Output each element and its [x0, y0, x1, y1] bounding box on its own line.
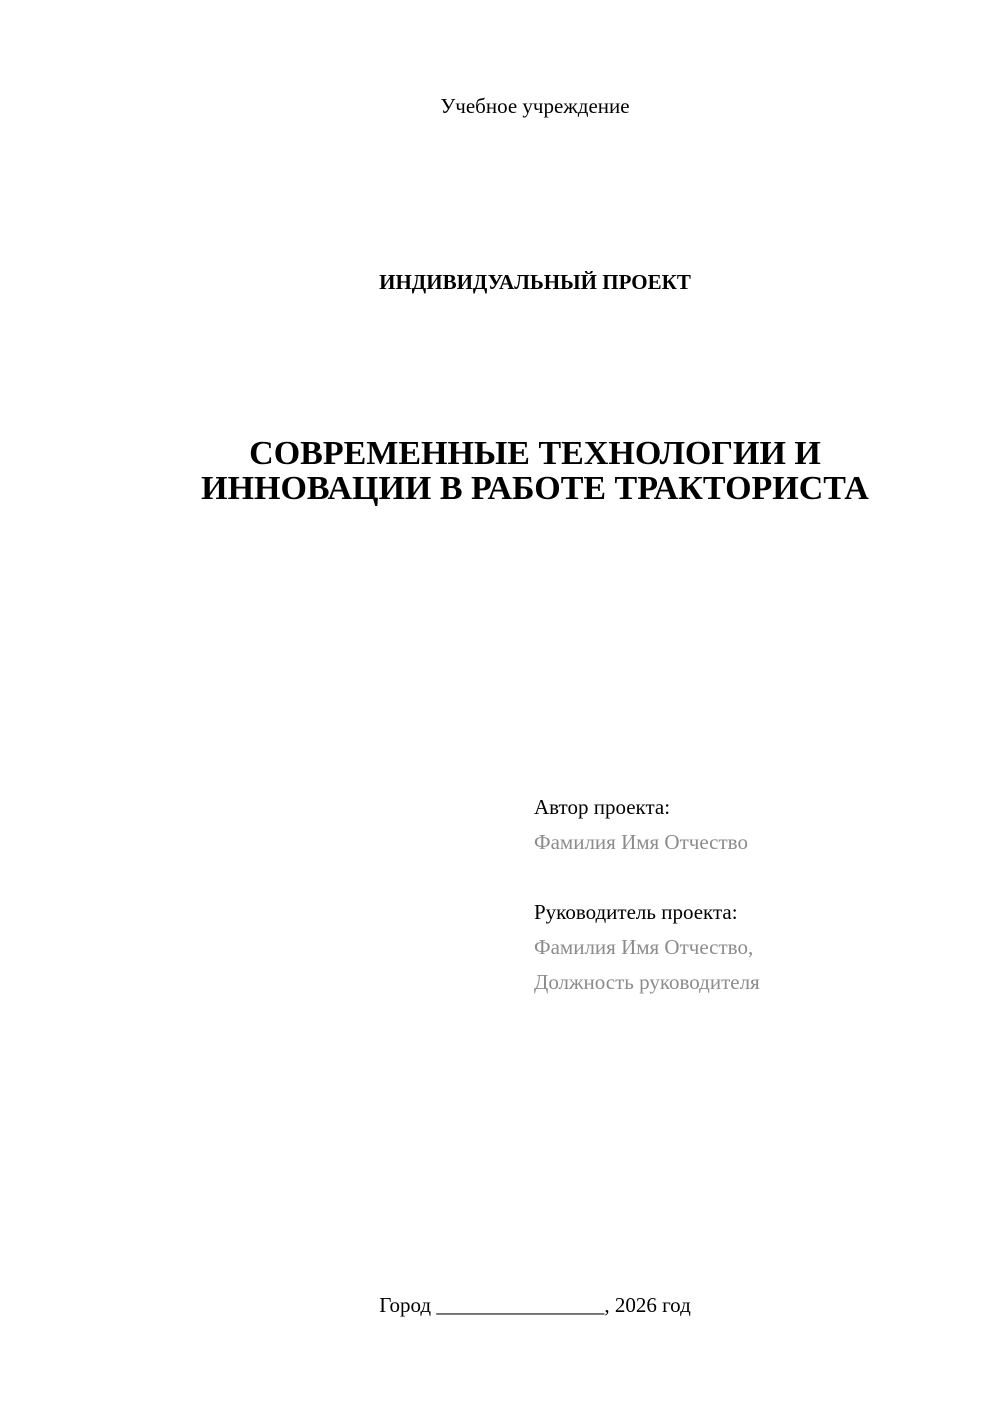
project-type-heading: ИНДИВИДУАЛЬНЫЙ ПРОЕКТ: [379, 270, 691, 294]
credits-block: [534, 790, 760, 1000]
credits-spacer: [534, 860, 760, 895]
author-name-placeholder: Фамилия Имя Отчество: [534, 830, 748, 854]
project-title-line-1: СОВРЕМЕННЫЕ ТЕХНОЛОГИИ И: [249, 435, 821, 472]
project-title-line-2: ИННОВАЦИИ В РАБОТЕ ТРАКТОРИСТА: [201, 470, 869, 507]
year-text: , 2026 год: [604, 1293, 691, 1317]
author-label: Автор проекта:: [534, 795, 671, 819]
project-title: [0, 436, 1000, 506]
city-blank-line: ________________: [436, 1293, 605, 1317]
city-label: Город: [379, 1293, 432, 1317]
supervisor-position-placeholder: Должность руководителя: [534, 970, 760, 994]
city-year-line: [0, 1291, 1000, 1319]
supervisor-name-placeholder: Фамилия Имя Отчество,: [534, 935, 754, 959]
institution-name: Учебное учреждение: [440, 94, 630, 118]
supervisor-label: Руководитель проекта:: [534, 900, 738, 924]
